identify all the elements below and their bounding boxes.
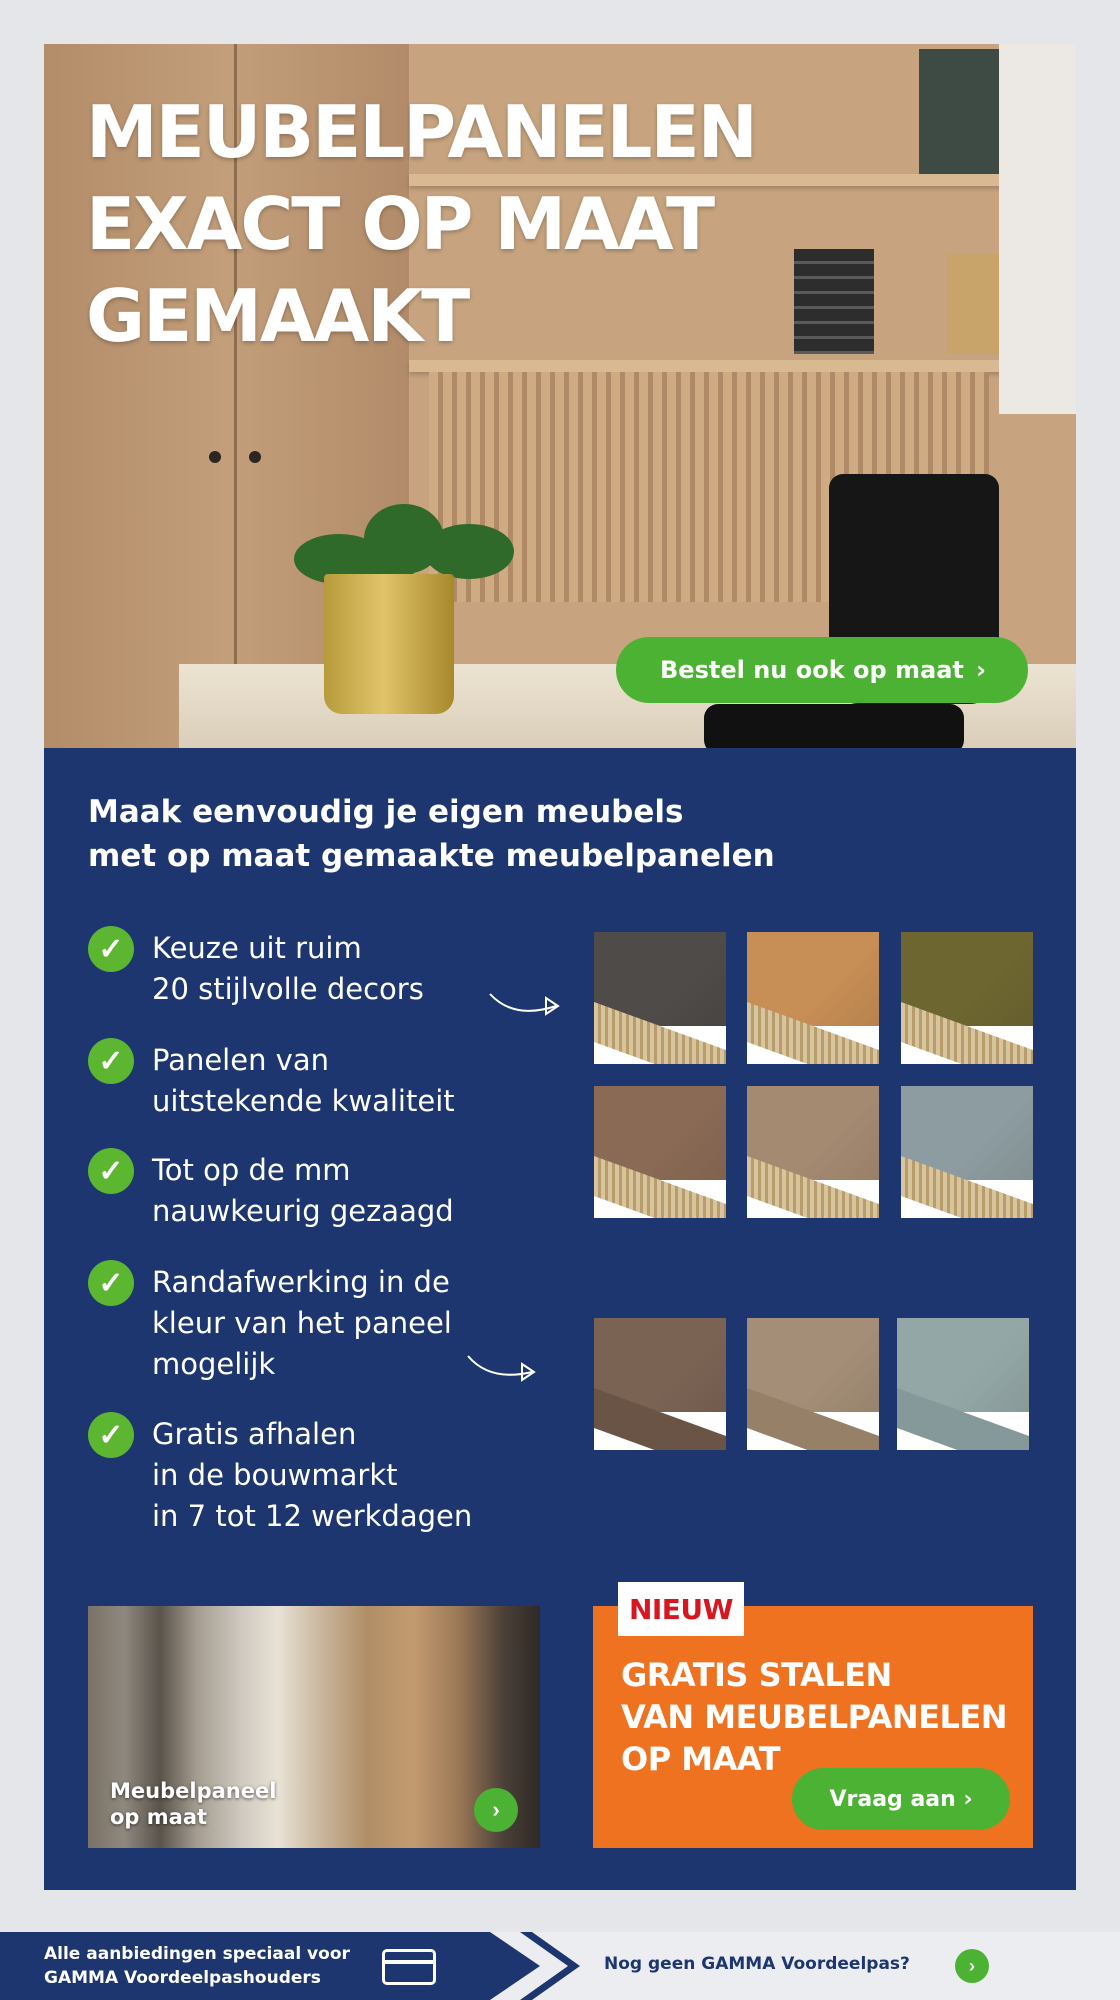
headline-line: VAN MEUBELPANELEN	[621, 1698, 1008, 1736]
loyalty-offers-text	[44, 1942, 350, 1990]
intro-heading	[88, 790, 775, 878]
feature-text: Randafwerking in de	[152, 1265, 450, 1299]
card-label-line: Meubelpaneel	[110, 1779, 277, 1803]
free-samples-card	[593, 1592, 1033, 1848]
card-label-line: op maat	[110, 1805, 208, 1829]
checkmark-icon: ✓	[88, 1148, 134, 1194]
request-samples-label: Vraag aan	[829, 1786, 956, 1812]
hero-title	[86, 86, 756, 362]
checkmark-icon: ✓	[88, 926, 134, 972]
feature-text: Keuze uit ruim	[152, 931, 362, 965]
headline-line: GRATIS STALEN	[621, 1656, 892, 1694]
chevron-right-icon: ›	[976, 656, 986, 684]
free-samples-headline	[621, 1654, 1007, 1780]
hero-title-line: EXACT OP MAAT	[86, 182, 714, 266]
feature-text: in 7 tot 12 werkdagen	[152, 1499, 473, 1533]
feature-text: Gratis afhalen	[152, 1417, 357, 1451]
chevron-right-icon[interactable]: ›	[955, 1949, 989, 1983]
feature-text: in de bouwmarkt	[152, 1458, 398, 1492]
custom-panel-label	[110, 1778, 276, 1830]
checkmark-icon: ✓	[88, 1038, 134, 1084]
loyalty-footer	[0, 1932, 1120, 2000]
order-custom-button[interactable]	[616, 637, 1028, 703]
info-section	[44, 748, 1076, 1890]
footer-line: GAMMA Voordeelpashouders	[44, 1968, 321, 1988]
decor-swatch	[594, 932, 726, 1064]
headline-line: OP MAAT	[621, 1740, 781, 1778]
intro-line: met op maat gemaakte meubelpanelen	[88, 838, 775, 874]
edge-finish-swatch	[747, 1318, 879, 1450]
card-icon	[382, 1949, 436, 1985]
custom-panel-card[interactable]	[88, 1606, 540, 1848]
decor-swatch	[901, 1086, 1033, 1218]
decor-swatch	[747, 1086, 879, 1218]
feature-text: kleur van het paneel	[152, 1306, 452, 1340]
edge-finish-swatch	[897, 1318, 1029, 1450]
feature-text: mogelijk	[152, 1347, 276, 1381]
order-custom-label: Bestel nu ook op maat	[660, 656, 964, 684]
hero-title-line: GEMAAKT	[86, 274, 469, 358]
feature-text: 20 stijlvolle decors	[152, 972, 424, 1006]
edge-finish-swatch	[594, 1318, 726, 1450]
checkmark-icon: ✓	[88, 1260, 134, 1306]
hero-banner	[44, 44, 1076, 748]
feature-text: nauwkeurig gezaagd	[152, 1194, 454, 1228]
feature-text: uitstekende kwaliteit	[152, 1084, 455, 1118]
hero-title-line: MEUBELPANELEN	[86, 90, 756, 174]
feature-text: Panelen van	[152, 1043, 329, 1077]
intro-line: Maak eenvoudig je eigen meubels	[88, 794, 684, 830]
curved-arrow-icon	[486, 984, 566, 1024]
decor-swatch	[747, 932, 879, 1064]
chevron-right-icon: ›	[955, 1786, 973, 1812]
decor-swatch	[901, 932, 1033, 1064]
plant-pot-image	[324, 574, 454, 714]
feature-text: Tot op de mm	[152, 1153, 351, 1187]
no-loyalty-card-link[interactable]: Nog geen GAMMA Voordeelpas?	[604, 1954, 910, 1974]
new-badge: NIEUW	[618, 1582, 744, 1636]
checkmark-icon: ✓	[88, 1412, 134, 1458]
chevron-right-icon[interactable]: ›	[474, 1788, 518, 1832]
footer-line: Alle aanbiedingen speciaal voor	[44, 1944, 350, 1964]
decor-swatch	[594, 1086, 726, 1218]
request-samples-button[interactable]	[792, 1768, 1010, 1830]
curved-arrow-icon	[464, 1348, 544, 1388]
